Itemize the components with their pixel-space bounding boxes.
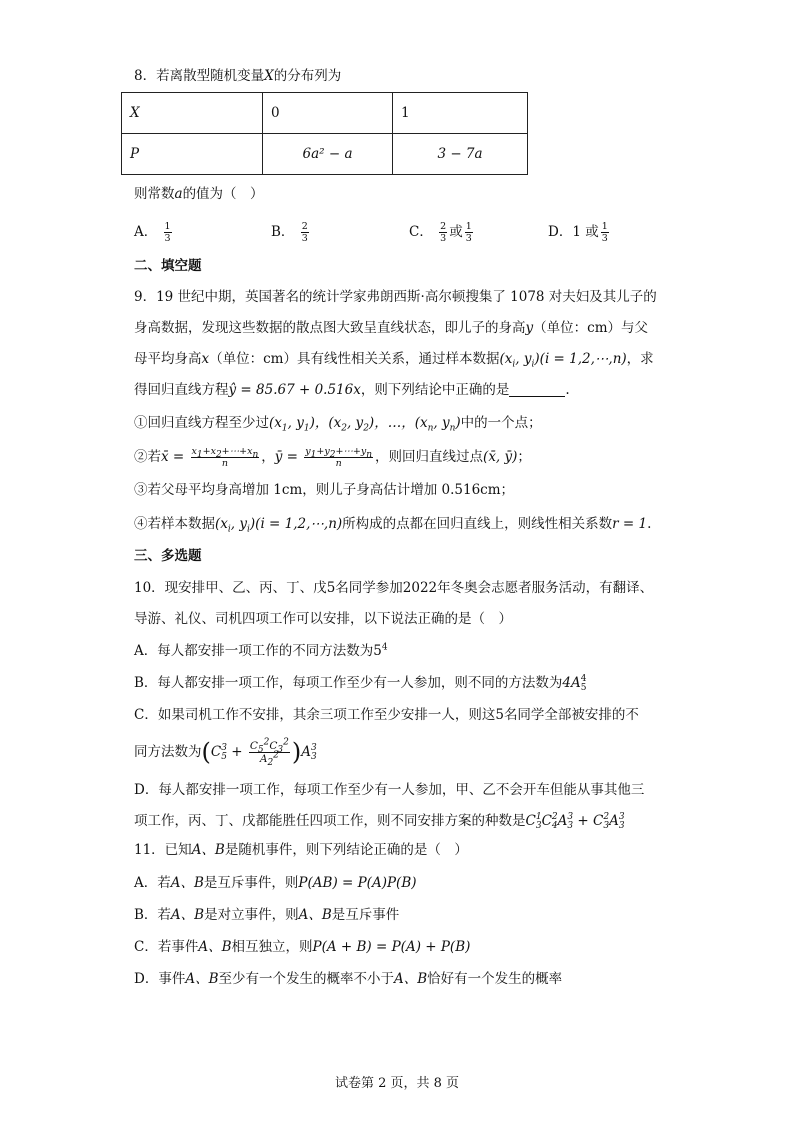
fraction-den: 3 [440,233,447,244]
math-combination: C 3 5 + [210,742,247,762]
q9-item-3: ③若父母平均身高增加 1cm，则儿子身高估计增加 0.516cm； [134,482,515,498]
option-text: 是互斥事件，则 [203,875,299,891]
option-text: C．如果司机工作不安排，其余三项工作至少安排一人，则这 [134,707,496,723]
q8-stem-text: 8．若离散型随机变量 [134,68,265,84]
q10-text: 名同学参加 [335,580,403,596]
option-text: 至少有一个发生的概率不小于 [218,971,394,987]
table-row [122,93,528,134]
math-probability: P(AB) = P(A)P(B) [298,875,417,891]
q9-line-3 [134,349,654,369]
option-text: B．每人都安排一项工作，每项工作至少有一人参加，则不同的方法数为 [134,675,563,691]
math-regression: = 85.67 + 0.516x [236,382,361,398]
math-events: A、B [298,907,332,923]
option-text: 名同学全部被安排的不 [503,707,639,723]
math-power: 5 [373,643,382,659]
q9-text: . [647,516,652,532]
q11-option-c [134,937,470,957]
q8-stem [134,66,341,86]
q8-question-text: 则常数 [134,186,175,202]
q9-item-1 [134,413,542,433]
fraction-num: 1 [164,221,171,232]
fraction-num: $x_1+x_2+\cdots+x_n$ [191,446,259,460]
fraction-num: 2 [301,221,308,232]
fraction [465,221,473,244]
q10-option-d-line-2 [134,811,625,831]
math-events: A、B [394,971,428,987]
fraction-num: 1 [465,221,472,232]
q9-item-2: ②若x̄ = $\frac{x_1+x_2+\cdots+x_n}{n}$ ，ȳ = $\frac{y_1+y_2+\cdots+y_n}{n}$ ，则回归直线过点(x̄, ȳ)； [134,446,531,469]
q9-text: ①回归直线方程至少过 [134,415,269,431]
q9-text: 得回归直线方程 [134,382,229,398]
q9-text: ④若样本数据 [134,516,215,532]
math-index-range: (i = 1,2,⋯,n) [539,351,627,367]
table-cell: 3 − 7a [393,134,528,175]
option-or: 或 [449,224,463,240]
q10-text: 年冬奥会志愿者服务活动，有翻译、 [437,580,654,596]
q10-option-c-line-2: 同方法数为(C 3 5 + $\frac{C_5^2C_3^2}{A_2^2}$ )A 3 3 [134,737,317,769]
table-row [122,134,528,175]
section-title-multi-choice: 三、多选题 [134,548,202,564]
option-text: 项工作，丙、丁、戊都能胜任四项工作，则不同安排方案的种数是 [134,813,526,829]
q9-line-1: 9．19 世纪中期，英国著名的统计学家弗朗西斯·高尔顿搜集了 1078 对夫妇及其儿子的 [134,289,657,305]
q8-question-tail: 的值为（ ） [182,186,264,202]
page-footer: 试卷第 2 页，共 8 页 [334,1076,460,1091]
option-text: 同方法数为 [134,744,202,760]
q10-year: 2022 [402,580,438,596]
table-cell: 1 [393,93,528,134]
math-index-range: (i = 1,2,⋯,n) [255,516,343,532]
q11-option-a [134,873,417,893]
option-text: C．若事件 [134,939,199,955]
fraction-den: n [335,458,342,469]
option-text: 恰好有一个发生的概率 [427,971,563,987]
q10-line-1 [134,578,653,598]
q8-option-b [271,220,311,244]
fraction [301,221,309,244]
q9-text: ，则回归直线过点 [375,449,484,465]
math-sample-data: ($x_i$, $y_i$) [499,351,540,370]
q10-text: 10．现安排甲、乙、丙、丁、戊 [134,580,327,596]
fraction [439,221,447,244]
q9-text: ②若 [134,449,161,465]
fraction-den: $A_2^2$ [259,750,279,769]
option-text: 是互斥事件 [331,907,400,923]
math-permutation: 4A [562,675,581,691]
fraction [304,446,373,469]
q11-text: 11．已知 [134,842,192,858]
q9-text: 母平均身高 [134,351,202,367]
fraction-num: 2 [440,221,447,232]
option-text: B．若 [134,907,171,923]
q9-var-y: y [525,320,534,336]
option-text: A．每人都安排一项工作的不同方法数为 [134,643,374,659]
q10-number: 5 [326,580,336,596]
q8-var-a: a [174,186,183,202]
q10-option-c [134,705,639,725]
table-cell: P [122,134,263,175]
q9-var-x: x [201,351,210,367]
math-r: r = 1 [612,516,648,532]
q9-text: ； [517,449,531,465]
q8-option-d [548,220,611,244]
answer-blank[interactable] [509,382,565,397]
table-cell: 6a² − a [263,134,393,175]
math-events: A、B [170,907,205,923]
math-sample-data: ($x_i$, $y_i$) [215,516,256,535]
q8-option-c [409,220,475,244]
q8-stem-tail: 的分布列为 [273,68,342,84]
option-label: A． [134,224,158,240]
q10-option-a: A．每人都安排一项工作的不同方法数为$5^4$ [134,642,388,659]
math-events: A、B [198,939,232,955]
fraction [249,737,290,769]
math-events: A、B [191,842,225,858]
math-permutation: A 3 3 [301,742,317,762]
q8-question [134,184,264,204]
fraction [164,221,172,244]
q11-stem [134,840,468,860]
q9-item-4 [134,514,651,534]
option-label: C． [409,224,433,240]
option-label: B． [271,224,295,240]
fraction-num: $y_1+y_2+\cdots+y_n$ [305,446,373,460]
fraction-den: 3 [164,233,171,244]
q10-line-2: 导游、礼仪、司机四项工作可以安排，以下说法正确的是（ ） [134,611,512,627]
math-center-point: (x̄, ȳ) [483,449,518,465]
option-text: A．若 [134,875,171,891]
fraction-num: 1 [601,221,608,232]
fraction-num: $C_5^2C_3^2$ [249,737,289,756]
fraction-den: 3 [301,233,308,244]
q9-line-2 [134,318,648,338]
math-count-formula: C 1 3 C 2 4 A 3 3 + C 2 3 A 3 3 [525,811,625,831]
q9-text: （单位：cm）与父 [533,320,649,336]
fraction-den: 3 [465,233,472,244]
fraction-den: n [221,458,228,469]
q11-option-d [134,969,562,989]
q11-text: 是随机事件，则下列结论正确的是（ ） [224,842,468,858]
option-text: 相互独立，则 [231,939,313,955]
fraction [191,446,260,469]
fraction-den: 3 [601,233,608,244]
table-cell: 0 [263,93,393,134]
q9-text: 所构成的点都在回归直线上，则线性相关系数 [342,516,613,532]
q8-option-a [134,220,174,244]
math-points: ($x_1$, $y_1$)，($x_2$, $y_2$)，…，($x_n$, $y_n$) [269,415,461,434]
q11-option-b [134,905,399,925]
q9-line-4 [134,380,570,400]
math-probability: P(A + B) = P(A) + P(B) [312,939,471,955]
section-title-fill-in: 二、填空题 [134,258,202,274]
q10-number: 5 [495,707,504,723]
table-cell: X [122,93,263,134]
option-text: D．事件 [134,971,186,987]
q9-text: ，则下列结论中正确的是 [360,382,510,398]
math-y-bar: ȳ = [274,449,303,465]
math-events: A、B [185,971,219,987]
q9-text: 中的一个点； [460,415,542,431]
q9-text: （单位：cm）具有线性相关关系，通过样本数据 [209,351,500,367]
q10-option-d: D．每人都安排一项工作，每项工作至少有一人参加，甲、乙不会开车但能从事其他三 [134,782,645,798]
fraction [601,221,609,244]
q10-option-b: B．每人都安排一项工作，每项工作至少有一人参加，则不同的方法数为4A 4 5 [134,673,587,693]
q9-text: . [565,382,570,398]
option-text: 是对立事件，则 [204,907,299,923]
math-x-bar: x̄ = [161,449,189,465]
q9-text: ，求 [626,351,654,367]
q9-text: 身高数据，发现这些数据的散点图大致呈直线状态，即儿子的身高 [134,320,526,336]
distribution-table [121,92,528,175]
option-label: D． [548,224,573,240]
math-y-hat: ŷ [228,382,237,398]
q8-var-x: X [264,68,274,84]
option-text: 1 或 [572,224,599,240]
math-events: A、B [170,875,204,891]
